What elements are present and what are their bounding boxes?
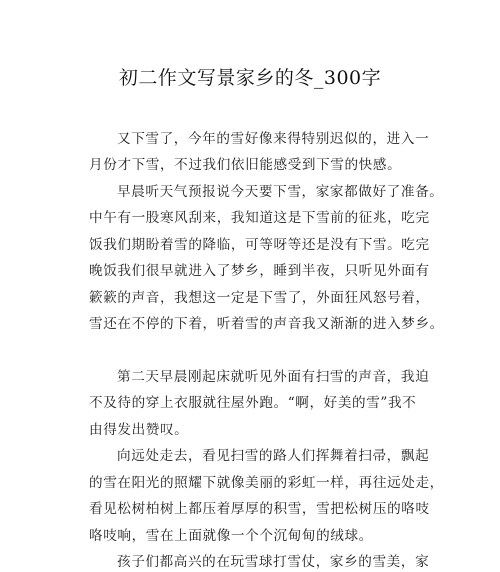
paragraph-line: 孩子们都高兴的在玩雪球打雪仗，家乡的雪美，家	[117, 554, 430, 570]
paragraph-line: 第二天早晨刚起床就听见外面有扫雪的声音，我迫	[117, 369, 430, 385]
paragraph-line: 雪还在不停的下着，听着雪的声音我又渐渐的进入梦乡。	[89, 316, 444, 332]
paragraph-line: 又下雪了，今年的雪好像来得特别迟似的，进入一	[117, 131, 430, 147]
paragraph-line: 向远处走去，看见扫雪的路人们挥舞着扫帚，飘起	[117, 448, 430, 464]
page-title: 初二作文写景家乡的冬_300字	[118, 67, 382, 89]
paragraph-line: 不及待的穿上衣服就往屋外跑。“啊，好美的雪”我不	[89, 395, 417, 411]
paragraph-line: 月份才下雪，不过我们依旧能感受到下雪的快感。	[89, 157, 402, 173]
paragraph-line: 的雪在阳光的照耀下就像美丽的彩虹一样，再往远处走，	[89, 475, 444, 491]
paragraph-line: 早晨听天气预报说今天要下雪，家家都做好了准备。	[117, 184, 444, 200]
paragraph-line: 看见松树柏树上都压着厚厚的积雪，雪把松树压的咯吱	[89, 501, 430, 517]
paragraph-line: 中午有一股寒风刮来，我知道这是下雪前的征兆，吃完	[89, 210, 430, 226]
paragraph-line: 簌簌的声音，我想这一定是下雪了，外面狂风怒号着，	[89, 290, 430, 306]
paragraph-line: 由得发出赞叹。	[89, 422, 189, 438]
paragraph-line: 晚饭我们很早就进入了梦乡，睡到半夜，只听见外面有	[89, 263, 430, 279]
paragraph-line: 饭我们期盼着雪的降临，可等呀等还是没有下雪。吃完	[89, 237, 430, 253]
paragraph-line: 咯吱响，雪在上面就像一个个沉甸甸的绒球。	[89, 528, 373, 544]
